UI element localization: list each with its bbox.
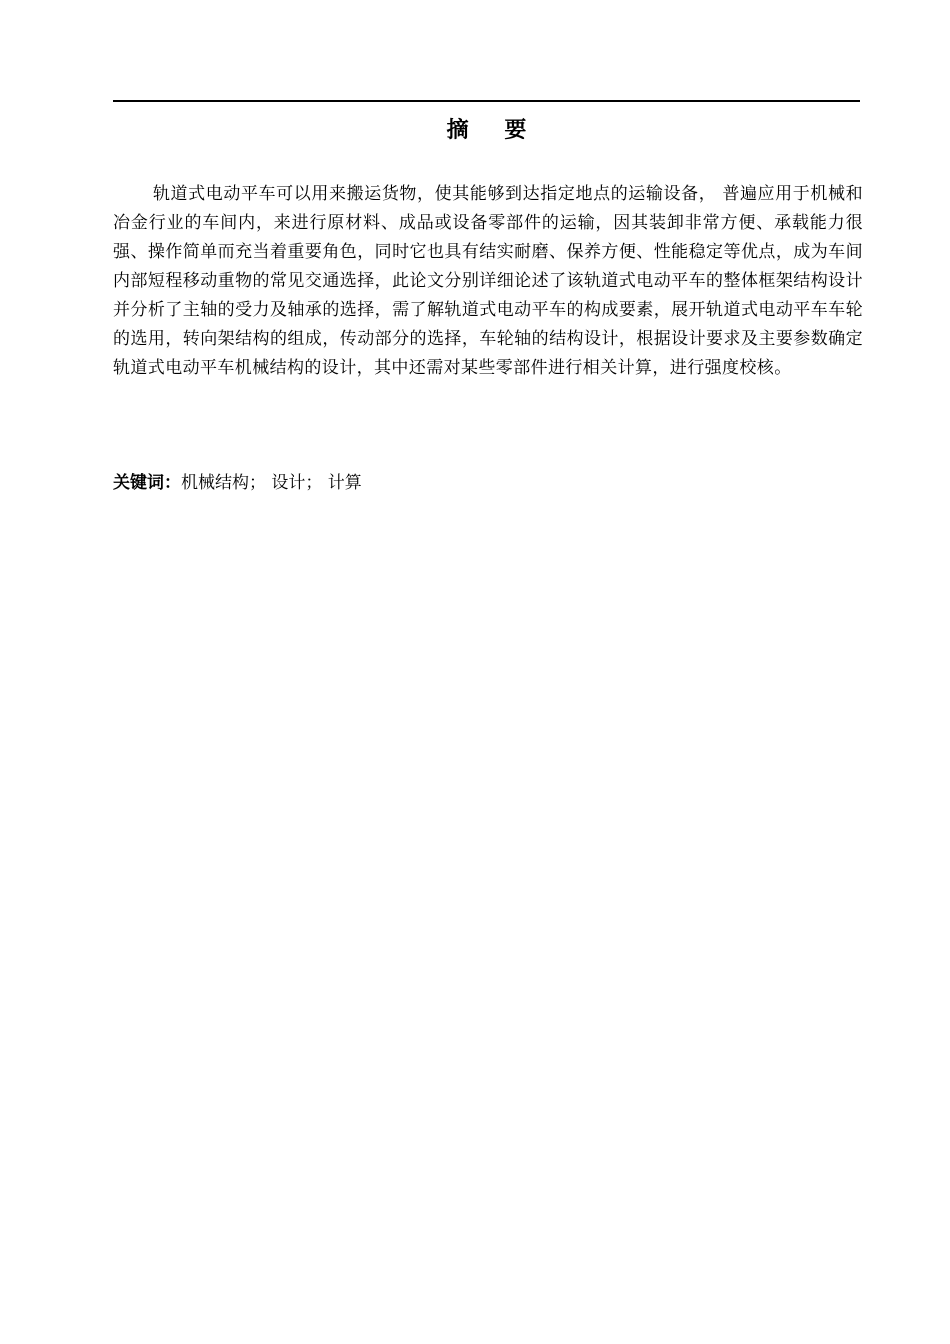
keywords-label: 关键词： <box>113 473 181 493</box>
header-rule <box>113 100 860 102</box>
abstract-paragraph: 轨道式电动平车可以用来搬运货物，使其能够到达指定地点的运输设备， 普遍应用于机械和冶金行业的车间内，来进行原材料、成品或设备零部件的运输，因其装卸非常方便、承载能力很强、操作简单而充当着重要角色，同时它也具有结实耐磨、保养方便、性能稳定等优点，成为车间内部短程移动重物的常见交通选择，此论文分别详细论述了该轨道式电动平车的整体框架结构设计并分析了主轴的受力及轴承的选择，需了解轨道式电动平车的构成要素，展开轨道式电动平车车轮的选用，转向架结构的组成，传动部分的选择，车轮轴的结构设计，根据设计要求及主要参数确定轨道式电动平车机械结构的设计，其中还需对某些零部件进行相关计算，进行强度校核。 <box>113 184 863 378</box>
abstract-title: 摘 要 <box>446 118 541 143</box>
keywords-list: 机械结构； 设计； 计算 <box>181 473 362 493</box>
keywords-line <box>113 470 860 496</box>
